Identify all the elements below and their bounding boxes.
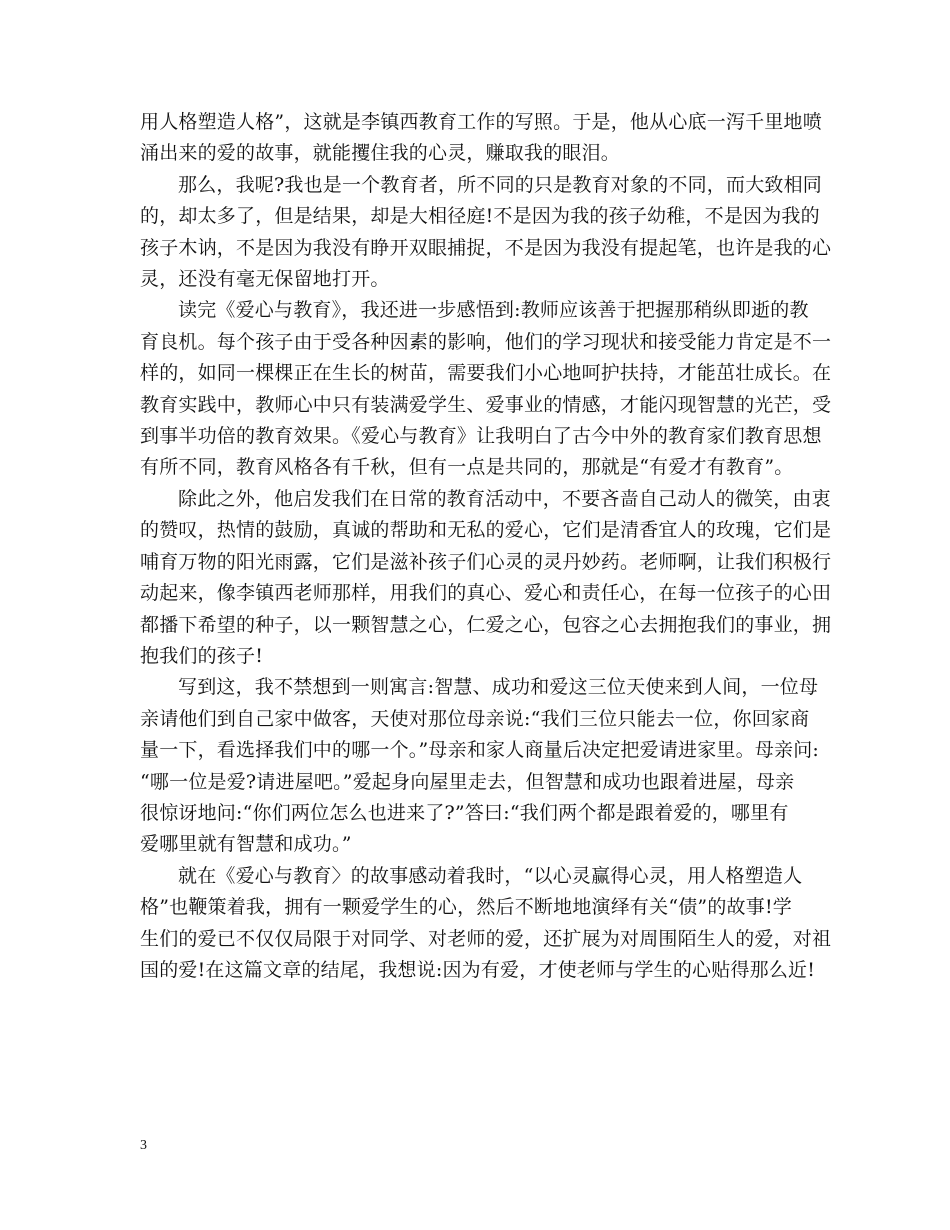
text-line: 生们的爱已不仅仅局限于对同学、对老师的爱，还扩展为对周围陌生人的爱，对祖	[140, 927, 832, 950]
text-line: “哪一位是爱?请进屋吧。”爱起身向屋里走去，但智慧和成功也跟着进屋，母亲	[140, 770, 795, 793]
page-number: 3	[140, 1138, 147, 1153]
text-line: 有所不同，教育风格各有千秋，但有一点是共同的，那就是“有爱才有教育”。	[140, 456, 794, 479]
text-line: 量一下，看选择我们中的哪一个。”母亲和家人商量后决定把爱请进家里。母亲问:	[140, 739, 820, 762]
text-line: 教育实践中，教师心中只有装满爱学生、爱事业的情感，才能闪现智慧的光芒，受	[140, 393, 832, 416]
text-line: 抱我们的孩子!	[140, 644, 264, 667]
text-line: 写到这，我不禁想到一则寓言:智慧、成功和爱这三位天使来到人间，一位母	[178, 676, 819, 699]
text-line: 很惊讶地问:“你们两位怎么也进来了?”答曰:“我们两个都是跟着爱的，哪里有	[140, 801, 789, 824]
text-line: 动起来，像李镇西老师那样，用我们的真心、爱心和责任心，在每一位孩子的心田	[140, 582, 832, 605]
paragraph-6	[140, 861, 832, 987]
text-line: 涌出来的爱的故事，就能攫住我的心灵，赚取我的眼泪。	[140, 142, 621, 165]
text-line: 那么，我呢?我也是一个教育者，所不同的只是教育对象的不同，而大致相同	[178, 173, 822, 196]
paragraph-1	[140, 107, 822, 170]
text-line: 灵，还没有毫无保留地打开。	[140, 268, 390, 291]
text-line: 样的，如同一棵棵正在生长的树苗，需要我们小心地呵护扶持，才能茁壮成长。在	[140, 362, 832, 385]
paragraph-5	[140, 672, 820, 860]
paragraph-2	[140, 170, 832, 296]
text-line: 到事半功倍的教育效果。《爱心与教育》让我明白了古今中外的教育家们教育思想	[140, 425, 822, 448]
text-line: 孩子木讷，不是因为我没有睁开双眼捕捉，不是因为我没有提起笔，也许是我的心	[140, 236, 832, 259]
text-line: 亲请他们到自己家中做客，天使对那位母亲说:“我们三位只能去一位，你回家商	[140, 707, 810, 730]
text-line: 用人格塑造人格”，这就是李镇西教育工作的写照。于是，他从心底一泻千里地喷	[140, 111, 822, 133]
paragraph-4	[140, 484, 832, 672]
text-line: 国的爱!在这篇文章的结尾，我想说:因为有爱，才使老师与学生的心贴得那么近!	[140, 958, 816, 981]
body-text	[140, 107, 832, 986]
text-line: 除此之外，他启发我们在日常的教育活动中，不要吝啬自己动人的微笑，由衷	[178, 487, 831, 510]
text-line: 就在《爱心与教育〉的故事感动着我时，“以心灵赢得心灵，用人格塑造人	[178, 864, 803, 887]
text-line: 哺育万物的阳光雨露，它们是滋补孩子们心灵的灵丹妙药。老师啊，让我们积极行	[140, 550, 832, 573]
text-line: 都播下希望的种子，以一颗智慧之心，仁爱之心，包容之心去拥抱我们的事业，拥	[140, 613, 832, 636]
text-line: 爱哪里就有智慧和成功。”	[140, 833, 352, 856]
text-line: 的，却太多了，但是结果，却是大相径庭!不是因为我的孩子幼稚，不是因为我的	[140, 205, 820, 228]
text-line: 格”也鞭策着我，拥有一颗爱学生的心，然后不断地地演绎有关“债”的故事!学	[140, 896, 792, 919]
text-line: 读完《爱心与教育》，我还进一步感悟到:教师应该善于把握那稍纵即逝的教	[178, 299, 809, 322]
text-line: 的赞叹，热情的鼓励，真诚的帮助和无私的爱心，它们是清香宜人的玫瑰，它们是	[140, 519, 832, 542]
text-line: 育良机。每个孩子由于受各种因素的影响，他们的学习现状和接受能力肯定是不一	[140, 330, 832, 353]
paragraph-3	[140, 295, 832, 483]
